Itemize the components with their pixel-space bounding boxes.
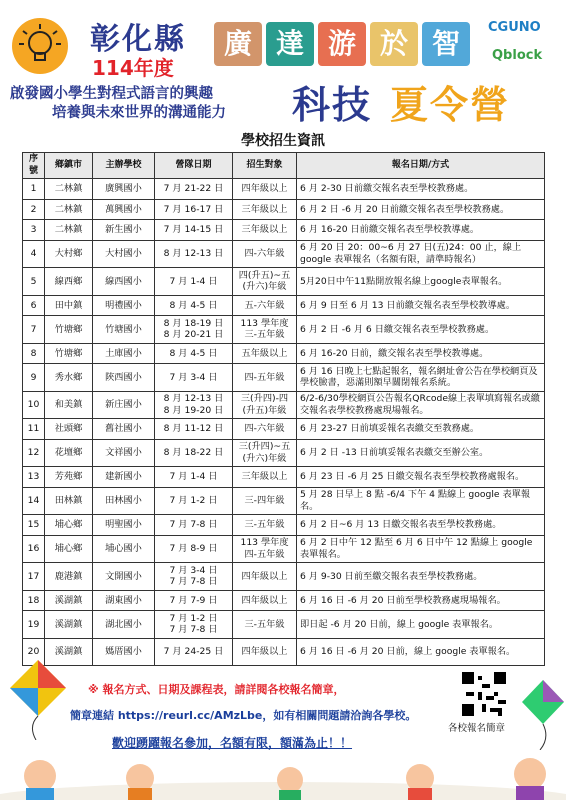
brochure-link[interactable]: 簡章連結 https://reurl.cc/AMzLbe，如有相關問題請洽詢各學校。 — [70, 709, 417, 722]
cell-date: 7 月 24-25 日 — [155, 638, 233, 666]
cell-town: 田中鎮 — [45, 295, 93, 316]
cell-target: 113 學年度 三-五年級 — [233, 316, 297, 344]
cell-date: 7 月 14-15 日 — [155, 220, 233, 241]
cell-no: 8 — [23, 343, 45, 364]
cell-date: 7 月 7-9 日 — [155, 590, 233, 611]
cell-date: 7 月 3-4 日 — [155, 364, 233, 392]
cell-method: 6 月 9-30 日前至繳交報名表至學校教務處。 — [297, 563, 545, 591]
registration-table — [22, 152, 545, 666]
cell-method: 5 月 28 日早上 8 點 -6/4 下午 4 點線上 google 表單報名。 — [297, 487, 545, 515]
banner-char: 於 — [370, 22, 418, 66]
cell-school: 新庄國小 — [93, 391, 155, 419]
cell-no: 4 — [23, 240, 45, 268]
table-row — [23, 316, 545, 344]
cell-method: 6 月 2 日中午 12 點至 6 月 6 日中午 12 點線上 google 表單報名。 — [297, 535, 545, 563]
qr-caption: 各校報名簡章 — [448, 723, 506, 734]
cell-town: 田林鎮 — [45, 487, 93, 515]
cell-method: 5月20日中午11點開放報名線上google表單報名。 — [297, 268, 545, 296]
cell-no: 10 — [23, 391, 45, 419]
cell-school: 湖東國小 — [93, 590, 155, 611]
table-row — [23, 638, 545, 666]
table-row — [23, 240, 545, 268]
cell-town: 鹿港鎮 — [45, 563, 93, 591]
cell-no: 13 — [23, 467, 45, 488]
footer-note: ※ 報名方式、日期及課程表，請詳閱各校報名簡章， — [88, 683, 345, 696]
cell-town: 二林鎮 — [45, 220, 93, 241]
cell-method: 6 月 16-20 日前，繳交報名表至學校教導處。 — [297, 343, 545, 364]
col-header-town: 鄉鎮市 — [45, 153, 93, 179]
cell-date: 8 月 11-12 日 — [155, 419, 233, 440]
cell-target: 四-六年級 — [233, 240, 297, 268]
cell-no: 7 — [23, 316, 45, 344]
cell-date: 8 月 4-5 日 — [155, 343, 233, 364]
cell-no: 15 — [23, 515, 45, 536]
cell-target: 三-四年級 — [233, 487, 297, 515]
cell-no: 5 — [23, 268, 45, 296]
banner-char: 智 — [422, 22, 470, 66]
cell-town: 和美鎮 — [45, 391, 93, 419]
table-row — [23, 295, 545, 316]
cell-method: 6 月 16 日晚上七點起報名，報名網址會公告在學校網頁及學校臉書，惡滿則額早關閉報名系統。 — [297, 364, 545, 392]
cell-date: 7 月 7-8 日 — [155, 515, 233, 536]
table-row — [23, 467, 545, 488]
cell-method: 即日起 -6 月 20 日前，線上 google 表單報名。 — [297, 611, 545, 639]
banner-char: 廣 — [214, 22, 262, 66]
table-row — [23, 364, 545, 392]
cell-date: 8 月 12-13 日 8 月 19-20 日 — [155, 391, 233, 419]
county-title: 彰化縣 — [90, 22, 186, 57]
children-illustration — [0, 748, 566, 800]
lightbulb-icon — [12, 18, 68, 74]
cell-town: 竹塘鄉 — [45, 316, 93, 344]
cell-no: 6 — [23, 295, 45, 316]
col-header-method: 報名日期/方式 — [297, 153, 545, 179]
table-row — [23, 515, 545, 536]
cell-town: 大村鄉 — [45, 240, 93, 268]
cell-target: 三(升四)-四(升五)年級 — [233, 391, 297, 419]
cell-school: 建新國小 — [93, 467, 155, 488]
cell-no: 11 — [23, 419, 45, 440]
camp-title-2: 夏令營 — [390, 83, 511, 127]
cell-date: 8 月 4-5 日 — [155, 295, 233, 316]
table-row — [23, 199, 545, 220]
cell-date: 7 月 1-4 日 — [155, 467, 233, 488]
cell-method: 6 月 16-20 日前繳交報名表至學校教導處。 — [297, 220, 545, 241]
table-row — [23, 419, 545, 440]
table-row — [23, 590, 545, 611]
cell-date: 8 月 18-22 日 — [155, 439, 233, 467]
cell-no: 16 — [23, 535, 45, 563]
cell-target: 四年級以上 — [233, 179, 297, 200]
cell-no: 18 — [23, 590, 45, 611]
cell-method: 6 月 2 日 -13 日前填妥報名表繳交至辦公室。 — [297, 439, 545, 467]
cell-town: 竹塘鄉 — [45, 343, 93, 364]
col-header-date: 營隊日期 — [155, 153, 233, 179]
table-row — [23, 611, 545, 639]
table-row — [23, 535, 545, 563]
tagline-1: 啟發國小學生對程式語言的興趣 — [10, 86, 213, 102]
kite-icon — [520, 680, 566, 750]
cell-school: 明聖國小 — [93, 515, 155, 536]
tagline-2: 培養與未來世界的溝通能力 — [52, 105, 226, 121]
cell-target: 四(升五)~五(升六)年級 — [233, 268, 297, 296]
cell-school: 田林國小 — [93, 487, 155, 515]
cell-date: 7 月 8-9 日 — [155, 535, 233, 563]
col-header-school: 主辦學校 — [93, 153, 155, 179]
qr-code-icon[interactable] — [462, 672, 506, 716]
cell-no: 20 — [23, 638, 45, 666]
cell-no: 14 — [23, 487, 45, 515]
cell-target: 三年級以上 — [233, 220, 297, 241]
table-header-row — [23, 153, 545, 179]
cell-no: 12 — [23, 439, 45, 467]
cell-school: 埔心國小 — [93, 535, 155, 563]
cell-school: 明禮國小 — [93, 295, 155, 316]
table-row — [23, 563, 545, 591]
cell-method: 6/2-6/30學校網頁公告報名QRcode線上表單填寫報名或繳交報名表學校教務處現場報名。 — [297, 391, 545, 419]
cell-no: 1 — [23, 179, 45, 200]
cell-town: 二林鎮 — [45, 179, 93, 200]
cell-school: 新生國小 — [93, 220, 155, 241]
kite-icon — [8, 660, 68, 740]
cell-town: 秀水鄉 — [45, 364, 93, 392]
cell-date: 7 月 1-2 日 7 月 7-8 日 — [155, 611, 233, 639]
cell-no: 19 — [23, 611, 45, 639]
cell-target: 四年級以上 — [233, 638, 297, 666]
cell-school: 萬興國小 — [93, 199, 155, 220]
table-row — [23, 439, 545, 467]
cell-date: 7 月 3-4 日 7 月 7-8 日 — [155, 563, 233, 591]
cell-target: 四-六年級 — [233, 419, 297, 440]
qblock-logo: Qblock — [492, 48, 543, 63]
cell-no: 2 — [23, 199, 45, 220]
welcome-text: 歡迎踴躍報名參加，名額有限，額滿為止！！ — [112, 736, 353, 750]
cell-school: 陝西國小 — [93, 364, 155, 392]
cell-method: 6 月 9 日至 6 月 13 日前繳交報名表至學校教導處。 — [297, 295, 545, 316]
cell-school: 舊社國小 — [93, 419, 155, 440]
cell-school: 文祥國小 — [93, 439, 155, 467]
cell-target: 四-五年級 — [233, 364, 297, 392]
cell-method: 6 月 2 日 -6 月 6 日繳交報名表至學校教務處。 — [297, 316, 545, 344]
cell-town: 二林鎮 — [45, 199, 93, 220]
banner-char: 達 — [266, 22, 314, 66]
cell-school: 土庫國小 — [93, 343, 155, 364]
camp-title-1: 科技 — [292, 83, 373, 127]
banner-char: 游 — [318, 22, 366, 66]
cell-school: 文開國小 — [93, 563, 155, 591]
cell-date: 7 月 21-22 日 — [155, 179, 233, 200]
cell-method: 6 月 2 日 -6 月 20 日前繳交報名表至學校教務處。 — [297, 199, 545, 220]
cell-date: 8 月 12-13 日 — [155, 240, 233, 268]
cguno-logo: CGUNO — [488, 20, 541, 35]
cell-date: 7 月 1-4 日 — [155, 268, 233, 296]
cell-school: 媽厝國小 — [93, 638, 155, 666]
cell-target: 五-六年級 — [233, 295, 297, 316]
cell-date: 7 月 1-2 日 — [155, 487, 233, 515]
cell-date: 7 月 16-17 日 — [155, 199, 233, 220]
cell-target: 三年級以上 — [233, 467, 297, 488]
cell-no: 9 — [23, 364, 45, 392]
cell-no: 17 — [23, 563, 45, 591]
cell-school: 線西國小 — [93, 268, 155, 296]
cell-method: 6 月 16 日 -6 月 20 日前，線上 google 表單報名。 — [297, 638, 545, 666]
cell-method: 6 月 16 日 -6 月 20 日前至學校教務處現場報名。 — [297, 590, 545, 611]
cell-town: 芳苑鄉 — [45, 467, 93, 488]
cell-target: 三-五年級 — [233, 611, 297, 639]
table-row — [23, 220, 545, 241]
cell-date: 8 月 18-19 日 8 月 20-21 日 — [155, 316, 233, 344]
cell-target: 四年級以上 — [233, 590, 297, 611]
cell-town: 花壇鄉 — [45, 439, 93, 467]
table-row — [23, 179, 545, 200]
table-row — [23, 391, 545, 419]
section-title: 學校招生資訊 — [241, 133, 325, 149]
cell-method: 6 月 2-30 日前繳交報名表至學校教務處。 — [297, 179, 545, 200]
year-title: 114年度 — [92, 56, 174, 80]
cell-target: 三(升四)~五(升六)年級 — [233, 439, 297, 467]
cell-no: 3 — [23, 220, 45, 241]
cell-target: 四年級以上 — [233, 563, 297, 591]
col-header-no: 序號 — [23, 153, 45, 179]
cell-school: 大村國小 — [93, 240, 155, 268]
cell-target: 五年級以上 — [233, 343, 297, 364]
table-row — [23, 343, 545, 364]
cell-town: 社頭鄉 — [45, 419, 93, 440]
cell-town: 線西鄉 — [45, 268, 93, 296]
cell-target: 113 學年度 四-五年級 — [233, 535, 297, 563]
cell-town: 溪湖鎮 — [45, 638, 93, 666]
cell-town: 溪湖鎮 — [45, 611, 93, 639]
col-header-target: 招生對象 — [233, 153, 297, 179]
table-row — [23, 487, 545, 515]
cell-school: 竹塘國小 — [93, 316, 155, 344]
table-row — [23, 268, 545, 296]
cell-method: 6 月 2 日~6 月 13 日繳交報名表至學校教務處。 — [297, 515, 545, 536]
cell-town: 埔心鄉 — [45, 535, 93, 563]
cell-school: 湖北國小 — [93, 611, 155, 639]
cell-method: 6 月 23 日 -6 月 25 日繳交報名表至學校教務處報名。 — [297, 467, 545, 488]
cell-method: 6 月 23-27 日前填妥報名表繳交至教務處。 — [297, 419, 545, 440]
cell-town: 溪湖鎮 — [45, 590, 93, 611]
cell-school: 廣興國小 — [93, 179, 155, 200]
cell-town: 埔心鄉 — [45, 515, 93, 536]
cell-target: 三-五年級 — [233, 515, 297, 536]
cell-target: 三年級以上 — [233, 199, 297, 220]
cell-method: 6 月 20 日 20：00~6 月 27 日(五)24：00 止，線上 google 表單報名（名額有限，請準時報名） — [297, 240, 545, 268]
